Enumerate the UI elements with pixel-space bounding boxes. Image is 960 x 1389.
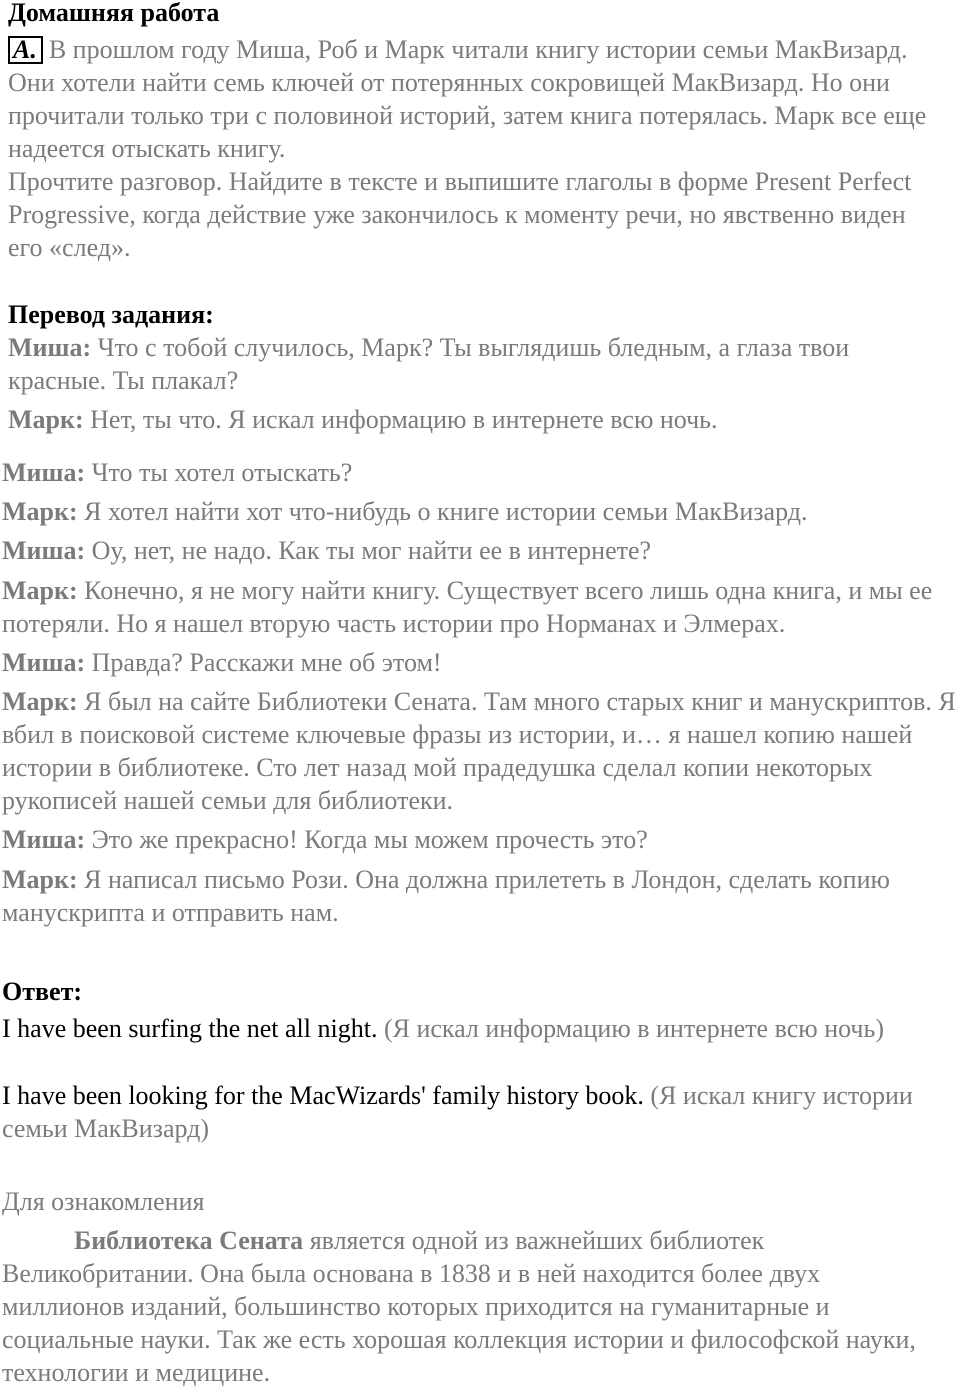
line-text: Оу, нет, не надо. Как ты мог найти ее в интернете? [91, 536, 652, 565]
line-text: Конечно, я не могу найти книгу. Существует всего лишь одна книга, и мы ее потеряли. Но я нашел вторую часть истории про Норманах и Элмерах. [2, 576, 933, 638]
speaker-label: Миша: [2, 458, 86, 487]
answer-russian: (Я искал книгу истории семьи МакВизард) [2, 1081, 913, 1143]
info-title: Для ознакомления [2, 1187, 205, 1216]
dialogue-line [2, 574, 960, 640]
dialogue-line [8, 403, 940, 436]
dialogue-line [2, 534, 956, 567]
speaker-label: Марк: [2, 687, 78, 716]
dialogue-line [2, 685, 956, 817]
dialogue-line [2, 646, 956, 679]
answer-item [2, 1079, 920, 1145]
dialogue-line [2, 823, 956, 856]
speaker-label: Марк: [2, 497, 78, 526]
task-intro-text: В прошлом году Миша, Роб и Марк читали книгу истории семьи МакВизард. Они хотели найти семь ключей от потерянных сокровищей МакВизард. Но они прочитали только три с половиной историй, затем книга потерялась. Марк все еще надеется отыскать книгу. [8, 35, 927, 163]
dialogue-line [2, 863, 930, 929]
task-marker: A. [8, 36, 43, 64]
speaker-label: Марк: [2, 865, 78, 894]
task-block [8, 33, 940, 264]
translation-title: Перевод задания: [8, 300, 214, 329]
line-text: Я был на сайте Библиотеки Сената. Там много старых книг и манускриптов. Я вбил в поисковой системе ключевые фразы из истории, и… я нашел копию нашей истории в библиотеке. Сто лет назад мой прадедушка сделал копии некоторых рукописей нашей семьи для библиотеки. [2, 687, 956, 815]
line-text: Я хотел найти хот что-нибудь о книге истории семьи МакВизард. [84, 497, 808, 526]
line-text: Что с тобой случилось, Марк? Ты выглядишь бледным, а глаза твои красные. Ты плакал? [8, 333, 850, 395]
answer-title: Ответ: [2, 977, 83, 1006]
speaker-label: Миша: [2, 825, 86, 854]
answer-russian: (Я искал информацию в интернете всю ночь) [383, 1014, 885, 1043]
speaker-label: Миша: [2, 536, 86, 565]
line-text: Я написал письмо Рози. Она должна прилететь в Лондон, сделать копию манускрипта и отправить нам. [2, 865, 890, 927]
speaker-label: Миша: [2, 648, 86, 677]
info-body: является одной из важнейших библиотек Великобритании. Она была основана в 1838 и в ней находится более двух миллионов изданий, большинство которых приходится на гуманитарные и социальные науки. Так же есть хорошая коллекция истории и философской науки, технологии и медицине. [2, 1226, 916, 1387]
dialogue-line [2, 495, 956, 528]
task-intro [8, 33, 940, 165]
dialogue-line [2, 456, 956, 489]
answer-english: I have been surfing the net all night. [2, 1014, 378, 1043]
speaker-label: Марк: [8, 405, 84, 434]
line-text: Это же прекрасно! Когда мы можем прочесть это? [91, 825, 648, 854]
speaker-label: Миша: [8, 333, 92, 362]
info-bold: Библиотека Сената [74, 1226, 304, 1255]
answer-item [2, 1012, 920, 1045]
line-text: Правда? Расскажи мне об этом! [91, 648, 442, 677]
info-paragraph [2, 1224, 940, 1389]
line-text: Нет, ты что. Я искал информацию в интернете всю ночь. [90, 405, 718, 434]
answer-english: I have been looking for the MacWizards' family history book. [2, 1081, 644, 1110]
homework-title: Домашняя работа [8, 0, 220, 27]
info-text [2, 1224, 940, 1389]
task-instruction: Прочтите разговор. Найдите в тексте и выпишите глаголы в форме Present Perfect Progressive, когда действие уже закончилось к моменту речи, но явственно виден его «след». [8, 167, 912, 262]
speaker-label: Марк: [2, 576, 78, 605]
line-text: Что ты хотел отыскать? [91, 458, 353, 487]
dialogue-line [8, 331, 940, 397]
